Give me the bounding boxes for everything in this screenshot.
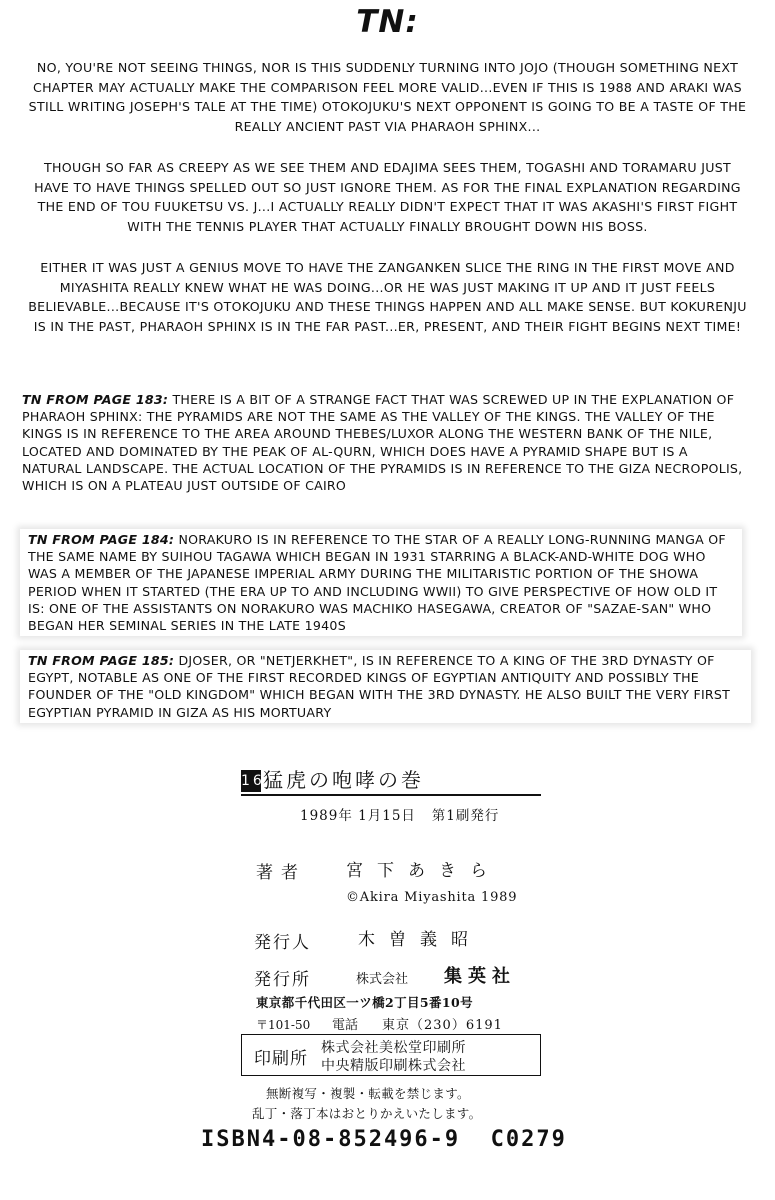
copyright: ©Akira Miyashita 1989 — [346, 890, 518, 905]
isbn-line — [201, 1127, 567, 1152]
copy-notice: 無断複写・複製・転載を禁じます。 — [266, 1086, 470, 1101]
tn-note-label: TN FROM PAGE 184: — [28, 532, 175, 547]
tn-note-label: TN FROM PAGE 183: — [22, 392, 169, 407]
author-name: 宮下あきら — [346, 861, 501, 881]
tn-paragraph-2: THOUGH SO FAR AS CREEPY AS WE SEE THEM AND EDAJIMA SEES THEM, TOGASHI AND TORAMARU JUST HAVE TO HAVE THINGS SPELLED OUT SO JUST IGNORE THEM. AS FOR THE FINAL EXPLANATION REGARDING THE END OF TOU FUUKETSU VS. J...I ACTUALLY REALLY DIDN'T EXPECT THAT IT WAS AKASHI'S FIRST FIGHT WITH THE TENNIS PLAYER THAT ACTUALLY FINALLY BROUGHT DOWN HIS BOSS. — [34, 160, 741, 234]
publisher-person-label: 発行人 — [254, 933, 311, 953]
product-code: C0279 — [490, 1127, 567, 1152]
printer-2: 中央精版印刷株式会社 — [321, 1058, 466, 1074]
tn-note-label: TN FROM PAGE 185: — [28, 653, 175, 668]
publisher-person: 木曽義昭 — [358, 930, 482, 950]
page-title: TN: — [356, 4, 419, 40]
publication-date: 1989年 1月15日 — [300, 808, 416, 824]
printer-1: 株式会社美松堂印刷所 — [321, 1040, 466, 1056]
publication-date-line — [300, 804, 499, 824]
edition: 第1刷発行 — [431, 808, 500, 824]
tn-note-text: DJOSER, OR "NETJERKHET", IS IN REFERENCE TO A KING OF THE 3RD DYNASTY OF EGYPT, NOTABLE AS ONE OF THE FIRST RECORDED KINGS OF EGYPTIAN ANTIQUITY AND POSSIBLY THE FOUNDER OF THE "OLD KINGDOM" WHICH BEGAN WITH THE 3RD DYNASTY. HE ALSO BUILT THE VERY FIRST EGYPTIAN PYRAMID IN GIZA AS HIS MORTUARY — [28, 653, 731, 720]
tn-paragraph-1: NO, YOU'RE NOT SEEING THINGS, NOR IS THIS SUDDENLY TURNING INTO JOJO (THOUGH SOMETHING NEXT CHAPTER MAY ACTUALLY MAKE THE COMPARISON FEEL MORE VALID...EVEN IF THIS IS 1988 AND ARAKI WAS STILL WRITING JOSEPH'S TALE AT THE TIME) OTOKOJUKU'S NEXT OPPONENT IS GOING TO BE A TASTE OF THE REALLY ANCIENT PAST VIA PHARAOH SPHINX... — [28, 60, 747, 134]
phone-number: 東京（230）6191 — [382, 1018, 503, 1033]
volume-number-badge: 16 — [241, 770, 261, 792]
publisher: 集英社 — [444, 966, 516, 987]
phone-label: 電話 — [332, 1018, 359, 1033]
publisher-address: 東京都千代田区一ツ橋2丁目5番10号 — [256, 995, 473, 1010]
book-title-line — [241, 764, 541, 796]
book-title: 猛虎の咆哮の巻 — [263, 768, 424, 792]
publisher-label: 発行所 — [254, 970, 311, 990]
isbn: ISBN4-08-852496-9 — [201, 1127, 461, 1152]
tn-note-text: NORAKURO IS IN REFERENCE TO THE STAR OF A REALLY LONG-RUNNING MANGA OF THE SAME NAME BY SUIHOU TAGAWA WHICH BEGAN IN 1931 STARRING A BLACK-AND-WHITE DOG WHO WAS A MEMBER OF THE JAPANESE IMPERIAL ARMY DURING THE MILITARISTIC PORTION OF THE SHOWA PERIOD WHEN IT STARTED (THE ERA UP TO AND INCLUDING WWII) TO GIVE PERSPECTIVE OF HOW OLD IT IS: ONE OF THE ASSISTANTS ON NORAKURO WAS MACHIKO HASEGAWA, CREATOR OF "SAZAE-SAN" WHO BEGAN HER SEMINAL SERIES IN THE LATE 1940S — [28, 532, 726, 634]
replacement-notice: 乱丁・落丁本はおとりかえいたします。 — [252, 1106, 482, 1121]
tn-note-text: THERE IS A BIT OF A STRANGE FACT THAT WAS SCREWED UP IN THE EXPLANATION OF PHARAOH SPHINX: THE PYRAMIDS ARE NOT THE SAME AS THE VALLEY OF THE KINGS. THE VALLEY OF THE KINGS IS IN REFERENCE TO THE AREA AROUND THEBES/LUXOR ALONG THE WESTERN BANK OF THE NILE, LOCATED AND DOMINATED BY THE PEAK OF AL-QURN, WHICH DOES HAVE A PYRAMID SHAPE BUT IS A NATURAL LANDSCAPE. THE ACTUAL LOCATION OF THE PYRAMIDS IS IN REFERENCE TO THE GIZA NECROPOLIS, WHICH IS ON A PLATEAU JUST OUTSIDE OF CAIRO — [22, 392, 743, 494]
publisher-corp: 株式会社 — [356, 972, 409, 987]
printer-label: 印刷所 — [254, 1049, 308, 1069]
tn-paragraph-3: EITHER IT WAS JUST A GENIUS MOVE TO HAVE THE ZANGANKEN SLICE THE RING IN THE FIRST MOVE AND MIYASHITA REALLY KNEW WHAT HE WAS DOING...OR HE WAS JUST MAKING IT UP AND IT JUST FEELS BELIEVABLE...BECAUSE IT'S OTOKOJUKU AND THESE THINGS HAPPEN AND ALL MAKE SENSE. BUT KOKURENJU IS IN THE PAST, PHARAOH SPHINX IS IN THE FAR PAST...ER, PRESENT, AND THEIR FIGHT BEGINS NEXT TIME! — [28, 260, 747, 334]
postal-code: 〒101-50 — [256, 1018, 311, 1032]
author-label: 著者 — [256, 863, 306, 883]
